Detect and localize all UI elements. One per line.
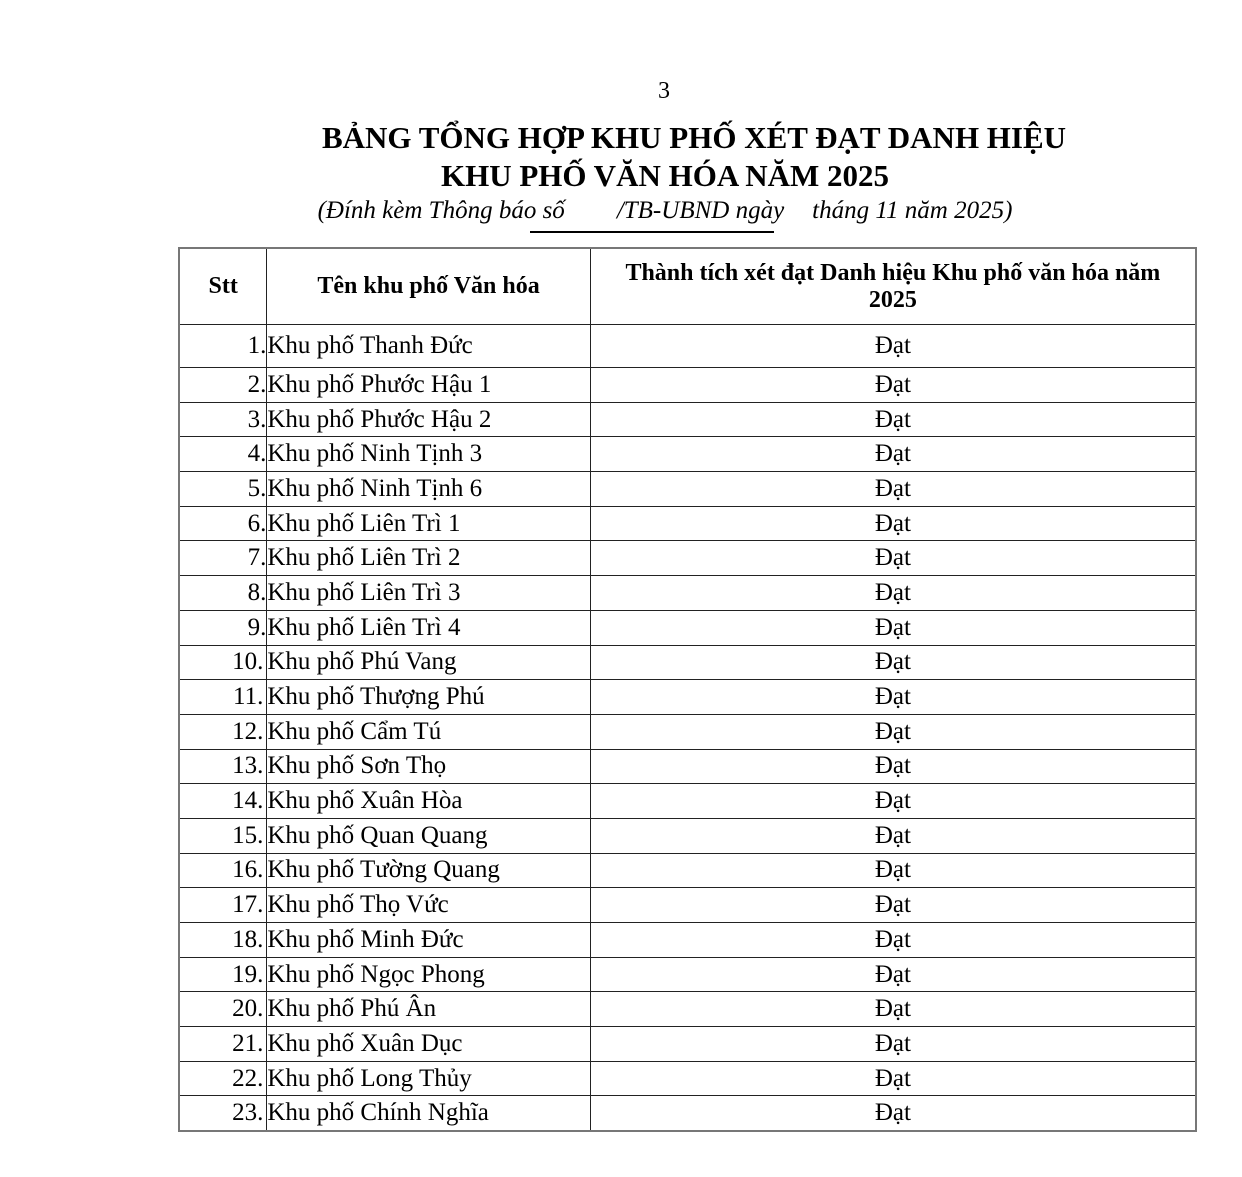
- row-result: Đạt: [590, 1096, 1196, 1131]
- row-result: Đạt: [590, 368, 1196, 403]
- row-result: Đạt: [590, 957, 1196, 992]
- document-title-line-1: BẢNG TỔNG HỢP KHU PHỐ XÉT ĐẠT DANH HIỆU: [321, 120, 1067, 155]
- row-quarter-name: Khu phố Ninh Tịnh 3: [267, 437, 590, 472]
- row-result: Đạt: [590, 610, 1196, 645]
- row-quarter-name: Khu phố Phước Hậu 1: [267, 368, 590, 403]
- table-row: [179, 368, 1196, 403]
- table-row: [179, 645, 1196, 680]
- row-stt: 19.: [179, 957, 267, 992]
- row-quarter-name: Khu phố Ninh Tịnh 6: [267, 472, 590, 507]
- row-stt: 9.: [179, 610, 267, 645]
- row-result: Đạt: [590, 992, 1196, 1027]
- row-result: Đạt: [590, 1027, 1196, 1062]
- table-row: [179, 576, 1196, 611]
- row-stt: 18.: [179, 923, 267, 958]
- row-result: Đạt: [590, 437, 1196, 472]
- row-stt: 12.: [179, 714, 267, 749]
- row-result: Đạt: [590, 749, 1196, 784]
- row-stt: 15.: [179, 818, 267, 853]
- row-result: Đạt: [590, 680, 1196, 715]
- row-stt: 3.: [179, 402, 267, 437]
- table-row: [179, 472, 1196, 507]
- table-row: [179, 888, 1196, 923]
- row-result: Đạt: [590, 818, 1196, 853]
- header-stt: Stt: [179, 248, 267, 325]
- row-quarter-name: Khu phố Liên Trì 3: [267, 576, 590, 611]
- row-stt: 7.: [179, 541, 267, 576]
- row-result: Đạt: [590, 784, 1196, 819]
- row-quarter-name: Khu phố Thọ Vức: [267, 888, 590, 923]
- table-row: [179, 1027, 1196, 1062]
- row-quarter-name: Khu phố Long Thủy: [267, 1061, 590, 1096]
- table-row: [179, 1096, 1196, 1131]
- table-row: [179, 680, 1196, 715]
- row-result: Đạt: [590, 506, 1196, 541]
- row-quarter-name: Khu phố Phú Vang: [267, 645, 590, 680]
- row-quarter-name: Khu phố Quan Quang: [267, 818, 590, 853]
- row-quarter-name: Khu phố Ngọc Phong: [267, 957, 590, 992]
- row-quarter-name: Khu phố Phú Ân: [267, 992, 590, 1027]
- row-quarter-name: Khu phố Tường Quang: [267, 853, 590, 888]
- table-row: [179, 541, 1196, 576]
- document-title-line-2: KHU PHỐ VĂN HÓA NĂM 2025: [440, 158, 890, 193]
- row-stt: 10.: [179, 645, 267, 680]
- row-stt: 20.: [179, 992, 267, 1027]
- row-stt: 23.: [179, 1096, 267, 1131]
- table-row: [179, 957, 1196, 992]
- row-stt: 2.: [179, 368, 267, 403]
- header-result: Thành tích xét đạt Danh hiệu Khu phố văn hóa năm 2025: [590, 248, 1196, 325]
- row-stt: 5.: [179, 472, 267, 507]
- row-quarter-name: Khu phố Cẩm Tú: [267, 714, 590, 749]
- table-row: [179, 1061, 1196, 1096]
- row-quarter-name: Khu phố Sơn Thọ: [267, 749, 590, 784]
- row-quarter-name: Khu phố Thượng Phú: [267, 680, 590, 715]
- row-quarter-name: Khu phố Thanh Đức: [267, 325, 590, 368]
- table-row: [179, 818, 1196, 853]
- table-row: [179, 610, 1196, 645]
- subtitle-part-1: (Đính kèm Thông báo số: [317, 197, 565, 224]
- row-quarter-name: Khu phố Liên Trì 4: [267, 610, 590, 645]
- row-stt: 22.: [179, 1061, 267, 1096]
- row-stt: 8.: [179, 576, 267, 611]
- row-quarter-name: Khu phố Minh Đức: [267, 923, 590, 958]
- row-quarter-name: Khu phố Chính Nghĩa: [267, 1096, 590, 1131]
- row-stt: 17.: [179, 888, 267, 923]
- table-row: [179, 325, 1196, 368]
- row-result: Đạt: [590, 1061, 1196, 1096]
- table-row: [179, 923, 1196, 958]
- row-result: Đạt: [590, 472, 1196, 507]
- row-result: Đạt: [590, 541, 1196, 576]
- table-row: [179, 992, 1196, 1027]
- table-row: [179, 749, 1196, 784]
- table-row: [179, 506, 1196, 541]
- subtitle-part-2: /TB-UBND ngày: [616, 197, 785, 224]
- row-stt: 11.: [179, 680, 267, 715]
- row-stt: 1.: [179, 325, 267, 368]
- row-quarter-name: Khu phố Liên Trì 2: [267, 541, 590, 576]
- row-result: Đạt: [590, 853, 1196, 888]
- row-stt: 14.: [179, 784, 267, 819]
- row-result: Đạt: [590, 402, 1196, 437]
- row-quarter-name: Khu phố Xuân Hòa: [267, 784, 590, 819]
- row-stt: 21.: [179, 1027, 267, 1062]
- page-number: 3: [658, 78, 670, 104]
- row-stt: 4.: [179, 437, 267, 472]
- row-result: Đạt: [590, 325, 1196, 368]
- row-stt: 16.: [179, 853, 267, 888]
- table-row: [179, 714, 1196, 749]
- row-result: Đạt: [590, 645, 1196, 680]
- header-name: Tên khu phố Văn hóa: [267, 248, 590, 325]
- subtitle-underline: [530, 231, 774, 233]
- row-quarter-name: Khu phố Liên Trì 1: [267, 506, 590, 541]
- row-result: Đạt: [590, 923, 1196, 958]
- document-subtitle: [0, 196, 1242, 226]
- table-row: [179, 402, 1196, 437]
- row-stt: 13.: [179, 749, 267, 784]
- table-row: [179, 784, 1196, 819]
- culture-quarters-table: [178, 247, 1197, 1132]
- table-row: [179, 853, 1196, 888]
- row-result: Đạt: [590, 576, 1196, 611]
- row-quarter-name: Khu phố Phước Hậu 2: [267, 402, 590, 437]
- table-row: [179, 437, 1196, 472]
- table-header-row: [179, 248, 1196, 325]
- row-stt: 6.: [179, 506, 267, 541]
- row-result: Đạt: [590, 888, 1196, 923]
- row-result: Đạt: [590, 714, 1196, 749]
- row-quarter-name: Khu phố Xuân Dục: [267, 1027, 590, 1062]
- subtitle-part-3: tháng 11 năm 2025): [812, 197, 1013, 224]
